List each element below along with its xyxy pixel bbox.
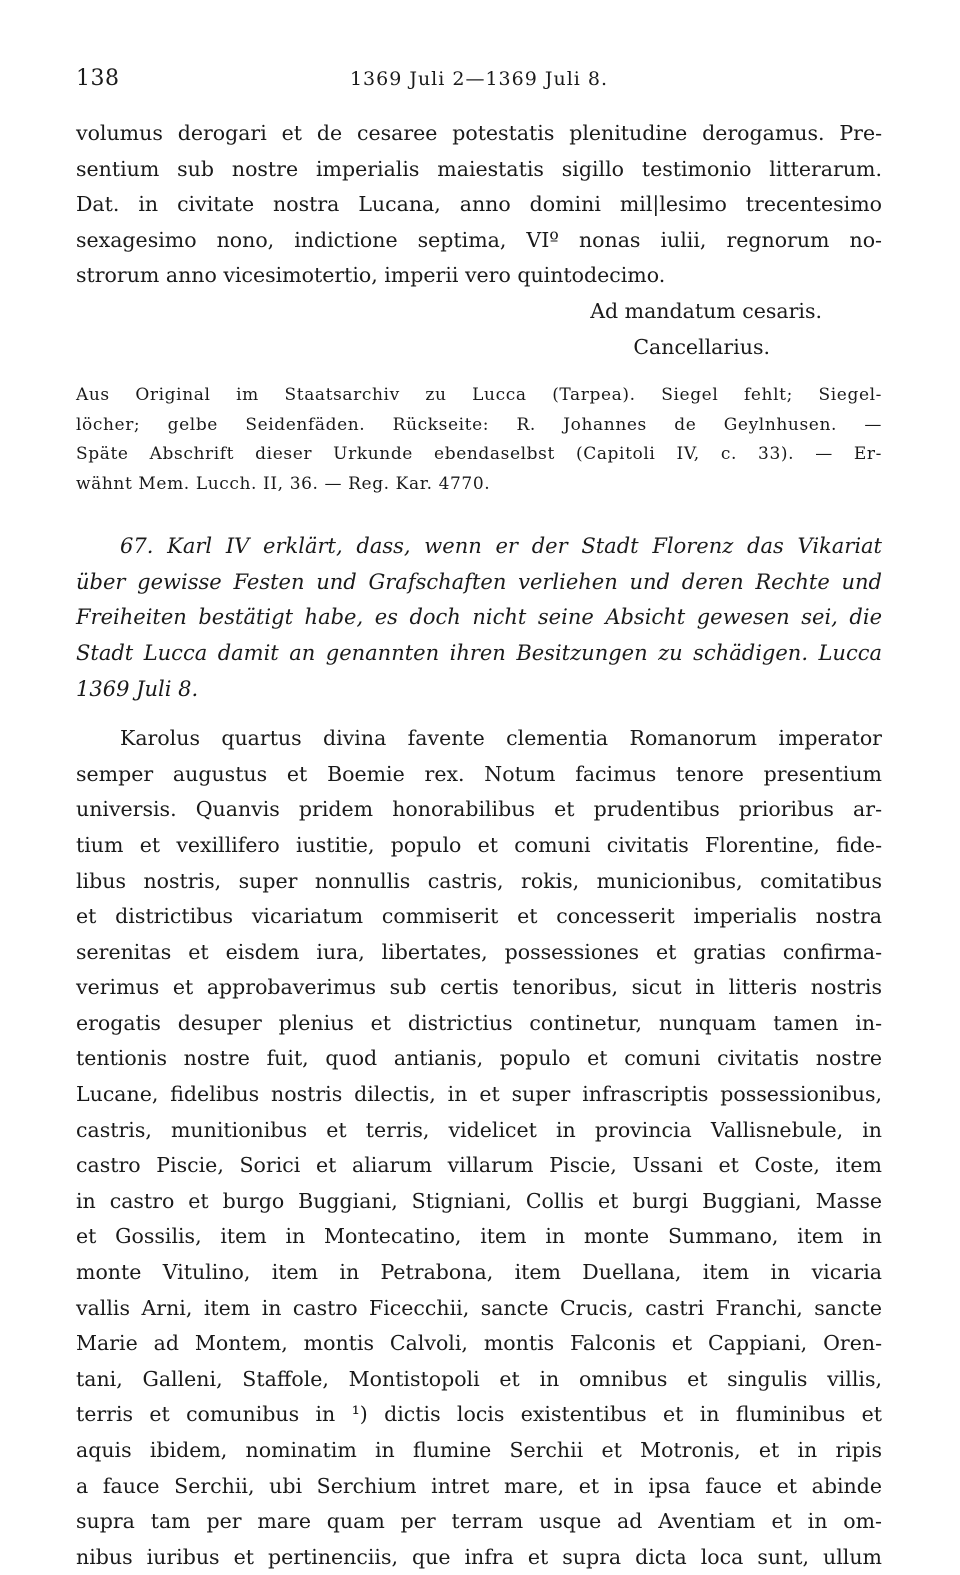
signature-chancellor: Cancellarius. (633, 334, 770, 359)
main-paragraph (76, 721, 882, 1575)
text-line: a fauce Serchii, ubi Serchium intret mare, et in ipsa fauce et abinde (76, 1473, 882, 1498)
text-line: erogatis desuper plenius et districtius continetur, nunquam tamen in- (76, 1010, 882, 1035)
text-line: monte Vitulino, item in Petrabona, item Duellana, item in vicaria (76, 1260, 882, 1285)
regest-line: 1369 Juli 8. (76, 676, 199, 701)
text-line: sexagesimo nono, indictione septima, VIº nonas iulii, regnorum no- (76, 227, 882, 252)
text-line: supra tam per mare quam per terram usque ad Aventiam et in om- (76, 1509, 882, 1534)
text-line: tium et vexillifero iustitie, populo et comuni civitatis Florentine, fide- (76, 832, 882, 857)
text-line: strorum anno vicesimotertio, imperii vero quintodecimo. (76, 263, 666, 288)
regest-first-line (76, 529, 882, 565)
regest-line: Freiheiten bestätigt habe, es doch nicht seine Absicht gewesen sei, die (76, 605, 882, 630)
source-note (76, 381, 882, 499)
signature-mandate: Ad mandatum cesaris. (590, 298, 822, 323)
text-line: vallis Arni, item in castro Ficecchii, sancte Crucis, castri Franchi, sancte (76, 1295, 882, 1320)
text-line: aquis ibidem, nominatim in flumine Serchii et Motronis, et in ripis (76, 1438, 882, 1462)
note-line: Späte Abschrift dieser Urkunde ebendaselbst (Capitoli IV, c. 33). — Er- (76, 444, 882, 465)
text-line: Marie ad Montem, montis Calvoli, montis Falconis et Cappiani, Oren- (76, 1331, 882, 1356)
text-line: castris, munitionibus et terris, videlicet in provincia Vallisnebule, in (76, 1117, 882, 1142)
regest-line: Stadt Lucca damit an genannten ihren Besitzungen zu schädigen. Lucca (76, 640, 882, 665)
note-line: löcher; gelbe Seidenfäden. Rückseite: R. Johannes de Geylnhusen. — (76, 414, 882, 435)
document-number: 67. (120, 534, 154, 559)
note-line: wähnt Mem. Lucch. II, 36. — Reg. Kar. 4770. (76, 473, 491, 494)
page-number: 138 (76, 66, 120, 91)
main-text (76, 721, 882, 1575)
text-line: et districtibus vicariatum commiserit et concesserit imperialis nostra (76, 904, 882, 929)
text-line: nibus iuribus et pertinenciis, que infra et supra dicta loca sunt, ullum (76, 1544, 882, 1569)
running-head: 1369 Juli 2—1369 Juli 8. (349, 68, 609, 90)
text-line: Lucane, fidelibus nostris dilectis, in et super infrascriptis possessionibus, (76, 1082, 882, 1107)
text-line: castro Piscie, Sorici et aliarum villarum Piscie, Ussani et Coste, item (76, 1153, 882, 1178)
text-line: et Gossilis, item in Montecatino, item in monte Summano, item in (76, 1224, 882, 1249)
text-line: semper augustus et Boemie rex. Notum facimus tenore presentium (76, 761, 882, 786)
continuation-text (76, 116, 882, 294)
note-line: Aus Original im Staatsarchiv zu Lucca (Tarpea). Siegel fehlt; Siegel- (76, 385, 882, 406)
text-line: libus nostris, super nonnullis castris, rokis, municionibus, comitatibus (76, 868, 882, 893)
text-line: in castro et burgo Buggiani, Stigniani, Collis et burgi Buggiani, Masse (76, 1188, 882, 1213)
text-line: volumus derogari et de cesaree potestatis plenitudine derogamus. Pre- (76, 121, 882, 145)
text-line: terris et comunibus in ¹) dictis locis existentibus et in fluminibus et (76, 1402, 882, 1427)
regest-line: Karl IV erklärt, dass, wenn er der Stadt Florenz das Vikariat (167, 534, 882, 559)
text-line: tani, Galleni, Staffole, Montistopoli et in omnibus et singulis villis, (76, 1366, 882, 1391)
continuation-paragraph (76, 116, 882, 294)
text-line: universis. Quanvis pridem honorabilibus et prudentibus prioribus ar- (76, 797, 882, 822)
text-line: Karolus quartus divina favente clementia Romanorum imperator (120, 726, 882, 751)
text-line: sentium sub nostre imperialis maiestatis sigillo testimonio litterarum. (76, 156, 882, 181)
document-page (76, 62, 882, 1575)
document-regest (76, 529, 882, 707)
regest-line: über gewisse Festen und Grafschaften verliehen und deren Rechte und (76, 569, 882, 594)
text-line: tentionis nostre fuit, quod antianis, populo et comuni civitatis nostre (76, 1046, 882, 1071)
text-line: serenitas et eisdem iura, libertates, possessiones et gratias confirma- (76, 939, 882, 964)
text-line: verimus et approbaverimus sub certis tenoribus, sicut in litteris nostris (76, 975, 882, 1000)
signatures (76, 294, 882, 365)
text-line: Dat. in civitate nostra Lucana, anno domini mil|lesimo trecentesimo (76, 192, 882, 217)
page-header (76, 62, 882, 102)
